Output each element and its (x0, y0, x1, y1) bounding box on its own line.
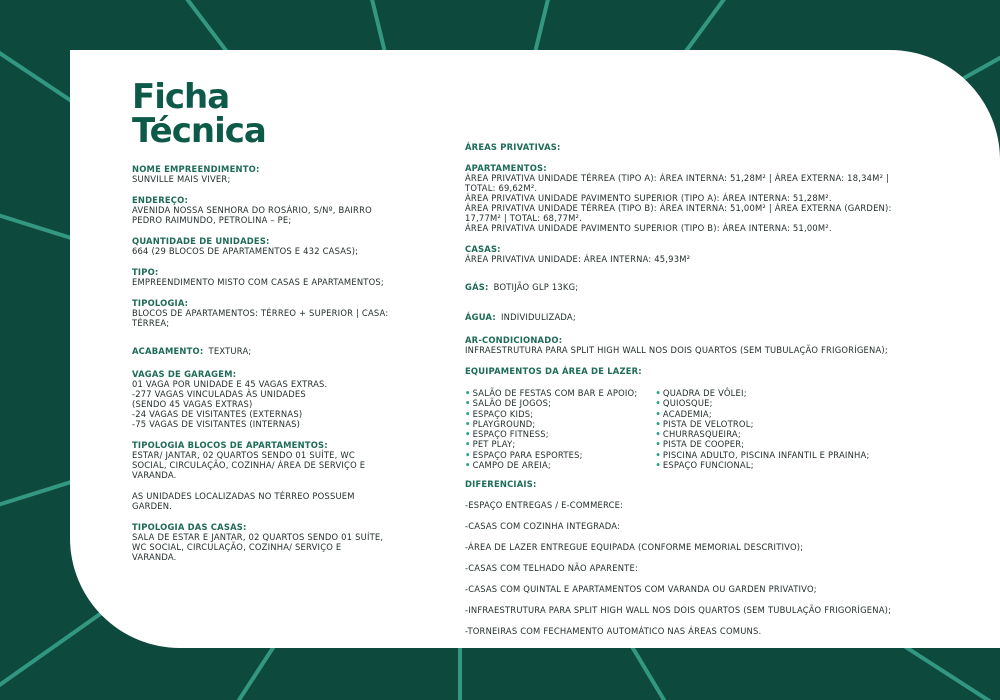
spec-vagas-de-garagem (132, 369, 422, 429)
spec-tipologia-das-casas (132, 522, 422, 562)
spec-value: INDIVIDULIZADA; (500, 312, 576, 322)
lazer-item (465, 460, 637, 470)
bullet-icon: • (465, 460, 471, 471)
title-line-1: Ficha (132, 77, 230, 117)
spec-value-line: SUNVILLE MAIS VIVER; (132, 174, 231, 184)
lazer-item (465, 398, 637, 408)
lazer-item (465, 419, 637, 429)
spec-label: NOME EMPREENDIMENTO: (132, 164, 260, 174)
spec-label: VAGAS DE GARAGEM: (132, 369, 237, 379)
lazer-column-2 (655, 388, 869, 470)
lazer-item (465, 429, 637, 439)
lazer-item-label: PET PLAY; (472, 439, 516, 450)
left-column (132, 77, 422, 573)
lazer-item (465, 409, 637, 419)
bullet-icon: • (655, 398, 661, 409)
spec-value-line: SALA DE ESTAR E JANTAR, 02 QUARTOS SENDO 01 SUÍTE, (132, 532, 384, 542)
spec-value-line: ÁREA PRIVATIVA UNIDADE TÉRREA (TIPO A): ÁREA INTERNA: 51,28M² | ÁREA EXTERNA: 18,34M² | (465, 173, 890, 183)
lazer-item-label: CAMPO DE AREIA; (472, 460, 551, 471)
spec-value-line: 664 (29 BLOCOS DE APARTAMENTOS E 432 CASAS); (132, 246, 359, 256)
spec-value-line: ÁREA PRIVATIVA UNIDADE TÉRREA (TIPO B): ÁREA INTERNA: 51,00M² | ÁREA EXTERNA (GARDEN): (465, 203, 892, 213)
right-spec-list (465, 142, 975, 376)
spec-label: TIPOLOGIA BLOCOS DE APARTAMENTOS: (132, 440, 328, 450)
spec-value-line: 17,77M² | TOTAL: 68,77M². (465, 213, 582, 223)
lazer-item (655, 439, 869, 449)
lazer-item (465, 388, 637, 398)
lazer-item-label: PLAYGROUND; (472, 418, 536, 429)
bullet-icon: • (465, 418, 471, 429)
spec-tipologia (132, 298, 422, 328)
spec-value-line: -24 VAGAS DE VISITANTES (EXTERNAS) (132, 409, 303, 419)
spec-equipamentos-da-area-de-lazer (465, 366, 975, 376)
spec-note (132, 491, 422, 511)
bullet-icon: • (465, 388, 471, 398)
spec-label: TIPOLOGIA DAS CASAS: (132, 522, 247, 532)
spec-label: QUANTIDADE DE UNIDADES: (132, 236, 270, 246)
bullet-icon: • (655, 388, 661, 398)
right-column (465, 142, 975, 647)
spec-label: TIPOLOGIA: (132, 298, 189, 308)
spec-agua (465, 305, 975, 324)
lazer-item (655, 388, 869, 398)
spec-casas (465, 244, 975, 264)
spec-label: ACABAMENTO: (132, 346, 204, 356)
spec-value-line: BLOCOS DE APARTAMENTOS: TÉRREO + SUPERIOR | CASA: (132, 308, 389, 318)
spec-label: ENDEREÇO: (132, 195, 188, 205)
diferenciais-heading: DIFERENCIAIS: (465, 479, 537, 490)
bullet-icon: • (465, 408, 471, 419)
bullet-icon: • (655, 418, 661, 429)
lazer-column-1 (465, 388, 637, 470)
spec-tipologia-blocos-de-apartamentos (132, 440, 422, 480)
spec-areas-privativas (465, 142, 975, 152)
spec-label: AR-CONDICIONADO: (465, 335, 563, 345)
spec-value-line: PEDRO RAIMUNDO, PETROLINA – PE; (132, 215, 292, 225)
bullet-icon: • (655, 429, 661, 440)
diferencial-item: -CASAS COM TELHADO NÃO APARENTE: (465, 563, 638, 574)
spec-label: ÁREAS PRIVATIVAS: (465, 142, 561, 152)
spec-value-line: VARANDA. (132, 470, 177, 480)
spec-acabamento (132, 339, 422, 358)
spec-value-line: INFRAESTRUTURA PARA SPLIT HIGH WALL NOS DOIS QUARTOS (SEM TUBULAÇÃO FRIGORÍGENA); (465, 345, 888, 355)
spec-label: CASAS: (465, 244, 501, 254)
bullet-icon: • (655, 439, 661, 450)
lazer-item (465, 450, 637, 460)
spec-value-line: TÉRREA; (132, 318, 170, 328)
spec-label: TIPO: (132, 267, 159, 277)
lazer-item-label: PISTA DE VELOTROL; (662, 418, 754, 429)
bullet-icon: • (655, 408, 661, 419)
bullet-icon: • (655, 460, 661, 471)
spec-value-line: WC SOCIAL, CIRCULAÇÃO, COZINHA/ SERVIÇO E (132, 542, 342, 552)
lazer-item-label: QUADRA DE VÔLEI; (662, 388, 747, 398)
title-line-2: Técnica (132, 111, 266, 151)
lazer-item (655, 409, 869, 419)
spec-value-line: -277 VAGAS VINCULADAS ÀS UNIDADES (132, 389, 306, 399)
lazer-item-label: PISTA DE COOPER; (662, 439, 745, 450)
spec-nome-empreendimento (132, 164, 422, 184)
diferenciais-list (465, 500, 975, 636)
spec-tipo (132, 267, 422, 287)
page-title (132, 77, 422, 151)
bullet-icon: • (465, 439, 471, 450)
spec-ar-condicionado (465, 335, 975, 355)
lazer-item-label: SALÃO DE JOGOS; (472, 398, 552, 409)
lazer-item-label: ESPAÇO FUNCIONAL; (662, 460, 754, 471)
spec-value-line: AS UNIDADES LOCALIZADAS NO TÉRREO POSSUEM (132, 491, 355, 501)
lazer-item (655, 429, 869, 439)
bullet-icon: • (465, 429, 471, 440)
spec-label: ÁGUA: (465, 312, 496, 322)
diferencial-item: -CASAS COM QUINTAL E APARTAMENTOS COM VARANDA OU GARDEN PRIVATIVO; (465, 584, 817, 595)
lazer-item (655, 450, 869, 460)
spec-value-line: (SENDO 45 VAGAS EXTRAS) (132, 399, 253, 409)
spec-value-line: GARDEN. (132, 501, 173, 511)
spec-value-line: AVENIDA NOSSA SENHORA DO ROSÁRIO, S/Nº, BAIRRO (132, 205, 372, 215)
lazer-item-label: ESPAÇO KIDS; (472, 408, 534, 419)
lazer-list (465, 388, 975, 470)
spec-quantidade-de-unidades (132, 236, 422, 256)
left-spec-list (132, 164, 422, 562)
diferencial-item: -INFRAESTRUTURA PARA SPLIT HIGH WALL NOS DOIS QUARTOS (SEM TUBULAÇÃO FRIGORÍGENA); (465, 605, 892, 616)
diferencial-item: -ESPAÇO ENTREGAS / E-COMMERCE: (465, 500, 624, 511)
spec-gas (465, 275, 975, 294)
spec-endereco (132, 195, 422, 225)
spec-value: TEXTURA; (208, 346, 252, 356)
spec-value-line: ESTAR/ JANTAR, 02 QUARTOS SENDO 01 SUÍTE, WC (132, 450, 355, 460)
spec-value-line: -75 VAGAS DE VISITANTES (INTERNAS) (132, 419, 301, 429)
bullet-icon: • (465, 449, 471, 460)
spec-value-line: ÁREA PRIVATIVA UNIDADE: ÁREA INTERNA: 45,93M² (465, 254, 691, 264)
lazer-item-label: QUIOSQUE; (662, 398, 713, 409)
lazer-item-label: ESPAÇO PARA ESPORTES; (472, 449, 583, 460)
spec-value-line: EMPREENDIMENTO MISTO COM CASAS E APARTAMENTOS; (132, 277, 384, 287)
spec-label: APARTAMENTOS: (465, 163, 547, 173)
diferenciais-section (465, 479, 975, 636)
lazer-item (465, 439, 637, 449)
bullet-icon: • (465, 398, 471, 409)
spec-value-line: ÁREA PRIVATIVA UNIDADE PAVIMENTO SUPERIOR (TIPO B): ÁREA INTERNA: 51,00M². (465, 223, 832, 233)
spec-value-line: 01 VAGA POR UNIDADE E 45 VAGAS EXTRAS. (132, 379, 328, 389)
spec-value-line: TOTAL: 69,62M². (465, 183, 538, 193)
lazer-item-label: ACADEMIA; (662, 408, 712, 419)
spec-apartamentos (465, 163, 975, 233)
lazer-item-label: PISCINA ADULTO, PISCINA INFANTIL E PRAINHA; (662, 449, 870, 460)
lazer-item-label: SALÃO DE FESTAS COM BAR E APOIO; (472, 388, 638, 398)
spec-label: EQUIPAMENTOS DA ÁREA DE LAZER: (465, 366, 642, 376)
spec-label: GÁS: (465, 282, 489, 292)
spec-card (70, 50, 1000, 648)
diferencial-item: -ÁREA DE LAZER ENTREGUE EQUIPADA (CONFORME MEMORIAL DESCRITIVO); (465, 542, 804, 553)
lazer-item-label: ESPAÇO FITNESS; (472, 429, 549, 440)
lazer-item (655, 398, 869, 408)
bullet-icon: • (655, 449, 661, 460)
spec-value-line: SOCIAL, CIRCULAÇÃO, COZINHA/ ÁREA DE SERVIÇO E (132, 460, 366, 470)
lazer-item-label: CHURRASQUEIRA; (662, 429, 741, 440)
spec-value-line: VARANDA. (132, 552, 177, 562)
diferencial-item: -CASAS COM COZINHA INTEGRADA: (465, 521, 621, 532)
diferencial-item: -TORNEIRAS COM FECHAMENTO AUTOMÁTICO NAS ÁREAS COMUNS. (465, 626, 762, 637)
lazer-item (655, 460, 869, 470)
spec-value: BOTIJÃO GLP 13KG; (493, 282, 579, 292)
spec-value-line: ÁREA PRIVATIVA UNIDADE PAVIMENTO SUPERIOR (TIPO A): ÁREA INTERNA: 51,28M². (465, 193, 832, 203)
lazer-item (655, 419, 869, 429)
